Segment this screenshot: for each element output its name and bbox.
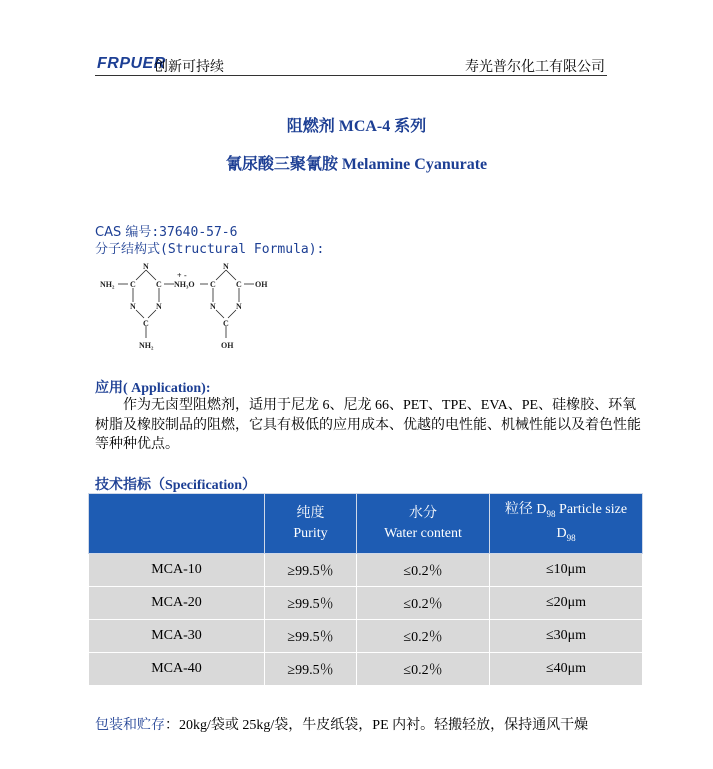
packaging-text: ：20kg/袋或 25kg/袋，牛皮纸袋，PE 内衬。轻搬轻放，保持通风干燥	[165, 718, 589, 733]
atom-c-3: C	[143, 319, 149, 328]
doc-title: 阻燃剂 MCA-4 系列	[286, 118, 427, 135]
cell-water: ≤0.2％	[357, 620, 490, 653]
cell-purity: ≥99.5％	[265, 620, 357, 653]
atom-c-4: C	[210, 280, 216, 289]
cell-grade: MCA-20	[89, 587, 265, 620]
atom-nh3o: NH₃O	[174, 280, 195, 289]
cell-particle: ≤40μm	[490, 653, 643, 686]
header-company: 寿光普尔化工有限公司	[465, 59, 605, 75]
table-row	[89, 620, 643, 653]
cell-particle: ≤10μm	[490, 554, 643, 587]
table-row	[89, 554, 643, 587]
charge-minus: -	[184, 271, 187, 280]
atom-oh-right: OH	[255, 280, 268, 289]
cas-label: CAS 编号	[95, 225, 152, 240]
cell-grade: MCA-40	[89, 653, 265, 686]
atom-nh2-left: NH₂	[100, 280, 115, 289]
application-text: 作为无卤型阻燃剂，适用于尼龙 6、尼龙 66、PET、TPE、EVA、PE、硅橡胶、环氧树脂及橡胶制品的阻燃，它具有极低的应用成本、优越的电性能、机械性能以及着色性能等种种优点。	[95, 398, 641, 452]
spec-col-purity: 纯度 Purity	[265, 494, 357, 554]
atom-c-1: C	[130, 280, 136, 289]
packaging-label: 包装和贮存	[95, 717, 165, 733]
formula-label: 分子结构式	[95, 242, 161, 257]
formula-heading	[95, 238, 324, 257]
cell-purity: ≥99.5％	[265, 587, 357, 620]
page-header	[95, 56, 605, 76]
packaging-line	[95, 714, 588, 734]
atom-c-2: C	[156, 280, 162, 289]
spec-col-grade	[89, 494, 265, 554]
atom-c-6: C	[223, 319, 229, 328]
atom-n-2: N	[156, 302, 162, 311]
cell-water: ≤0.2％	[357, 554, 490, 587]
spec-header-row	[89, 494, 643, 554]
cell-water: ≤0.2％	[357, 653, 490, 686]
cell-water: ≤0.2％	[357, 587, 490, 620]
atom-n-top-1: N	[143, 262, 149, 271]
spec-heading: 技术指标（Specification）	[95, 478, 256, 493]
doc-subtitle: 氰尿酸三聚氰胺 Melamine Cyanurate	[225, 156, 488, 173]
table-row	[89, 653, 643, 686]
atom-c-5: C	[236, 280, 242, 289]
cell-purity: ≥99.5％	[265, 653, 357, 686]
spec-col-water: 水分 Water content	[357, 494, 490, 554]
cell-particle: ≤20μm	[490, 587, 643, 620]
cell-grade: MCA-30	[89, 620, 265, 653]
atom-n-1: N	[130, 302, 136, 311]
company-logo: FRPUER	[97, 55, 166, 72]
atom-n-4: N	[236, 302, 242, 311]
spec-table	[88, 493, 643, 686]
cell-purity: ≥99.5％	[265, 554, 357, 587]
header-slogan: 创新可持续	[154, 59, 224, 75]
atom-n-3: N	[210, 302, 216, 311]
cas-value: :37640-57-6	[151, 225, 238, 240]
charge-plus: +	[177, 271, 182, 280]
cell-particle: ≤30μm	[490, 620, 643, 653]
atom-nh2-bottom: NH₂	[139, 341, 154, 350]
header-rule	[95, 75, 607, 76]
spec-col-particle: 粒径 $D_{98}$ Particle size $D_{98}$	[490, 494, 643, 554]
table-row	[89, 587, 643, 620]
structural-formula	[98, 258, 278, 358]
formula-label-en: (Structural Formula):	[160, 242, 325, 257]
application-heading: 应用( Application):	[95, 381, 211, 396]
cell-grade: MCA-10	[89, 554, 265, 587]
atom-n-top-2: N	[223, 262, 229, 271]
atom-oh-bottom: OH	[221, 341, 234, 350]
